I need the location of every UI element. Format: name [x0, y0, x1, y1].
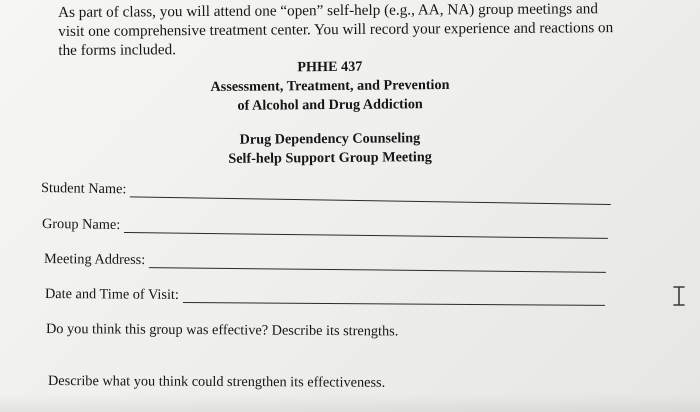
meeting-address-field[interactable] — [44, 251, 606, 274]
form-subtitle: Self-help Support Group Meeting — [228, 149, 432, 167]
form-title: Drug Dependency Counseling — [239, 130, 421, 148]
question-effectiveness: Do you think this group was effective? Describe its strengths. — [45, 321, 399, 340]
date-time-line[interactable] — [183, 301, 605, 306]
page-edge-shadow — [0, 394, 700, 412]
course-title-line: of Alcohol and Drug Addiction — [237, 96, 423, 114]
question-improvement: Describe what you think could strengthen its effectiveness. — [47, 373, 386, 391]
group-name-label: Group Name: — [41, 216, 121, 233]
course-code: PHHE 437 — [297, 58, 363, 76]
intro-line: As part of class, you will attend one “open” self-help (e.g., AA, NA) group meetings and — [58, 0, 598, 21]
student-name-field[interactable] — [41, 180, 611, 206]
group-name-line[interactable] — [124, 231, 608, 239]
intro-line: the forms included. — [58, 41, 177, 59]
intro-line: visit one comprehensive treatment center. You will record your experience and reactions on — [58, 19, 614, 40]
course-title-line: Assessment, Treatment, and Prevention — [210, 76, 450, 96]
student-name-line[interactable] — [130, 195, 611, 205]
meeting-address-label: Meeting Address: — [43, 251, 146, 269]
form-heading — [170, 129, 490, 170]
text-cursor-icon — [670, 285, 688, 307]
student-name-label: Student Name: — [40, 180, 127, 198]
date-time-field[interactable] — [45, 286, 605, 307]
group-name-field[interactable] — [42, 216, 608, 240]
date-time-label: Date and Time of Visit: — [44, 286, 179, 303]
meeting-address-line[interactable] — [149, 266, 606, 273]
intro-paragraph — [58, 0, 638, 60]
course-heading — [170, 57, 490, 117]
